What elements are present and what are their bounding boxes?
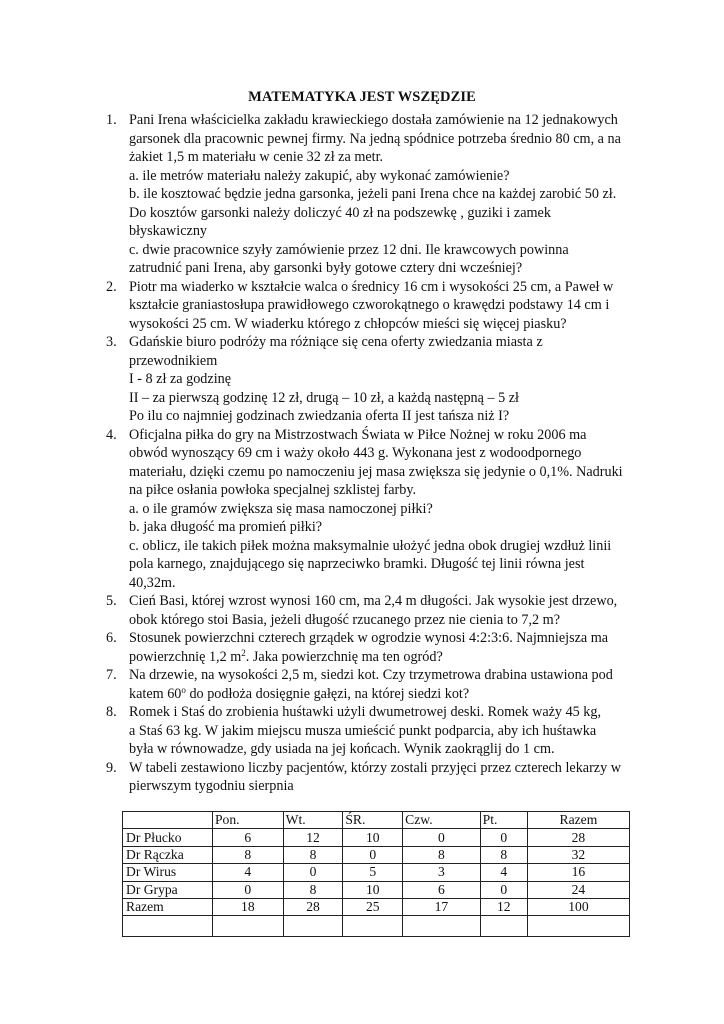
problem-line: żakiet 1,5 m materiału w cenie 32 zł za metr. (129, 149, 384, 165)
problem-line: kształcie graniastosłupa prawidłowego czworokątnego o krawędzi podstawy 14 cm i (129, 297, 610, 313)
problem-number: 8. (106, 704, 117, 720)
table-cell: 12 (480, 898, 527, 915)
problem-line: garsonek dla pracownic pewnej firmy. Na jedną spódnice potrzeba średnio 80 cm, a na (129, 130, 621, 147)
problem-line: pierwszym tygodniu sierpnia (129, 778, 294, 794)
table-cell: 8 (480, 846, 527, 863)
doctor-name-cell: Dr Wirus (123, 864, 213, 881)
problem-line: Oficjalna piłka do gry na Mistrzostwach Świata w Piłce Nożnej w roku 2006 ma (129, 426, 587, 443)
table-cell: 0 (480, 829, 527, 846)
problem-line: Po ilu co najmniej godzinach zwiedzania oferta II jest tańsza niż I? (129, 408, 510, 424)
text-fragment: powierzchnię 1,2 m (129, 648, 242, 665)
table-cell: 10 (343, 881, 403, 898)
problem-7 (106, 666, 641, 703)
table-header-cell: ŚR. (343, 812, 403, 829)
problem-6 (106, 629, 641, 666)
table-cell: 0 (480, 881, 527, 898)
problem-number: 5. (106, 593, 117, 609)
table-cell: 16 (527, 864, 629, 881)
problem-2 (106, 278, 641, 334)
problem-line: Do kosztów garsonki należy doliczyć 40 zł na podszewkę , guziki i zamek (129, 204, 551, 221)
text-fragment: katem 60 (129, 685, 182, 702)
text-fragment: do podłoża dosięgnie gałęzi, na której siedzi kot? (185, 685, 470, 702)
problem-9 (106, 759, 641, 796)
problem-1 (106, 111, 641, 278)
table-cell: 25 (343, 898, 403, 915)
table-header-cell: Wt. (283, 812, 343, 829)
table-cell (213, 916, 284, 937)
table-cell: 100 (527, 898, 629, 915)
doctor-name-cell: Dr Płucko (123, 829, 213, 846)
problem-line: Stosunek powierzchni czterech grządek w ogrodzie wynosi 4:2:3:6. Najmniejsza ma (129, 630, 609, 646)
problem-line: a. o ile gramów zwiększa się masa namoczonej piłki? (129, 500, 433, 517)
table-cell: 0 (403, 829, 480, 846)
table-cell: 18 (213, 898, 284, 915)
table-cell: 8 (213, 846, 284, 863)
table-cell: 4 (480, 864, 527, 881)
table-cell: 4 (213, 864, 284, 881)
problem-number: 6. (106, 630, 117, 646)
problem-number: 4. (106, 426, 117, 443)
table-cell (527, 916, 629, 937)
table-cell: 24 (527, 881, 629, 898)
table-cell: 28 (283, 898, 343, 915)
problem-line: 40,32m. (129, 574, 176, 591)
problem-line: Romek i Staś do zrobienia huśtawki użyli dwumetrowej deski. Romek waży 45 kg, (129, 704, 602, 720)
table-cell (343, 916, 403, 937)
problem-line: II – za pierwszą godzinę 12 zł, drugą – 10 zł, a każdą następną – 5 zł (129, 389, 519, 406)
table-cell: 17 (403, 898, 480, 915)
table-header-cell: Razem (527, 812, 629, 829)
problem-line (129, 685, 641, 704)
problem-list (106, 111, 641, 796)
problem-line: była w równowadze, gdy usiada na jej końcach. Wynik zaokrąglij do 1 cm. (129, 741, 555, 757)
table-cell: 0 (343, 846, 403, 863)
table-header-cell: Czw. (403, 812, 480, 829)
problem-line: b. ile kosztować będzie jedna garsonka, jeżeli pani Irena chce na każdej zarobić 50 zł. (129, 186, 617, 202)
problem-line: b. jaka długość ma promień piłki? (129, 519, 323, 535)
doctor-name-cell: Dr Grypa (123, 881, 213, 898)
table-cell: 5 (343, 864, 403, 881)
table-row (123, 829, 630, 846)
problem-4 (106, 426, 641, 593)
problem-line: I - 8 zł za godzinę (129, 371, 232, 387)
problem-line: obok którego stoi Basia, jeżeli długość rzucanego przez nie cienia to 7,2 m? (129, 611, 560, 628)
table-header-cell: Pt. (480, 812, 527, 829)
problem-number: 7. (106, 667, 117, 683)
table-cell: 0 (283, 864, 343, 881)
problem-line: zatrudnić pani Irena, aby garsonki były gotowe cztery dni wcześniej? (129, 260, 523, 276)
problem-line: Cień Basi, której wzrost wynosi 160 cm, ma 2,4 m długości. Jak wysokie jest drzewo, (129, 593, 618, 609)
problem-line: materiału, dzięki czemu po namoczeniu jej masa zwiększa się jedynie o 0,1%. Nadruki (129, 463, 623, 480)
table-cell: 10 (343, 829, 403, 846)
problem-line: c. oblicz, ile takich piłek można maksymalnie ułożyć jedna obok drugiej wzdłuż linii (129, 537, 612, 554)
doctor-name-cell: Dr Rączka (123, 846, 213, 863)
problem-line: błyskawiczny (129, 223, 208, 239)
problem-number: 1. (106, 112, 117, 128)
problem-line: W tabeli zestawiono liczby pacjentów, którzy zostali przyjęci przez czterech lekarzy w (129, 759, 621, 776)
table-row (123, 864, 630, 881)
table-cell: 32 (527, 846, 629, 863)
table-cell: 6 (213, 829, 284, 846)
problem-line: obwód wynoszący 69 cm i waży około 443 g. Wykonana jest z wodoodpornego (129, 445, 582, 461)
table-total-row (123, 898, 630, 915)
problem-line: Pani Irena właścicielka zakładu krawieckiego dostała zamówienie na 12 jednakowych (129, 112, 618, 128)
table-cell: 8 (283, 846, 343, 863)
table-cell (123, 916, 213, 937)
problem-line: Piotr ma wiaderko w kształcie walca o średnicy 16 cm i wysokości 25 cm, a Paweł w (129, 278, 614, 295)
table-row (123, 846, 630, 863)
superscript: 2 (241, 647, 246, 658)
problem-number: 3. (106, 334, 117, 350)
patients-table (122, 811, 630, 937)
table-cell: 12 (283, 829, 343, 846)
problem-line: Gdańskie biuro podróży ma różniące się cena oferty zwiedzania miasta z (129, 334, 543, 350)
table-header-cell (123, 812, 213, 829)
problem-5 (106, 592, 641, 629)
table-header-row (123, 812, 630, 829)
table-cell: 0 (213, 881, 284, 898)
table-row (123, 881, 630, 898)
problem-line: a Staś 63 kg. W jakim miejscu musza umieścić punkt podparcia, aby ich huśtawka (129, 722, 597, 739)
problem-number: 2. (106, 278, 117, 295)
table-cell: 8 (403, 846, 480, 863)
problem-line: c. dwie pracownice szyły zamówienie przez 12 dni. Ile krawcowych powinna (129, 241, 569, 258)
table-cell (283, 916, 343, 937)
superscript: o (181, 684, 186, 695)
problem-line (129, 648, 641, 667)
table-header-cell: Pon. (213, 812, 284, 829)
table-cell (403, 916, 480, 937)
page-title: MATEMATYKA JEST WSZĘDZIE (248, 89, 476, 105)
problem-line: a. ile metrów materiału należy zakupić, aby wykonać zamówienie? (129, 167, 510, 184)
table-empty-row (123, 916, 630, 937)
table-cell: 3 (403, 864, 480, 881)
problem-3 (106, 333, 641, 426)
problem-line: Na drzewie, na wysokości 2,5 m, siedzi kot. Czy trzymetrowa drabina ustawiona pod (129, 667, 613, 683)
table-cell: 8 (283, 881, 343, 898)
problem-number: 9. (106, 759, 117, 776)
table-cell (480, 916, 527, 937)
text-fragment: . Jaka powierzchnię ma ten ogród? (245, 648, 443, 665)
table-cell: 6 (403, 881, 480, 898)
problem-line: pola karnego, znajdującego się naprzeciwko bramki. Długość tej linii równa jest (129, 556, 585, 572)
problem-8 (106, 703, 641, 759)
problem-line: przewodnikiem (129, 352, 218, 369)
problem-line: wysokości 25 cm. W wiaderku którego z chłopców mieści się więcej piasku? (129, 315, 567, 332)
table-cell: 28 (527, 829, 629, 846)
problem-line: na piłce osłania powłoka specjalnej szklistej farby. (129, 482, 417, 498)
total-label-cell: Razem (123, 898, 213, 915)
